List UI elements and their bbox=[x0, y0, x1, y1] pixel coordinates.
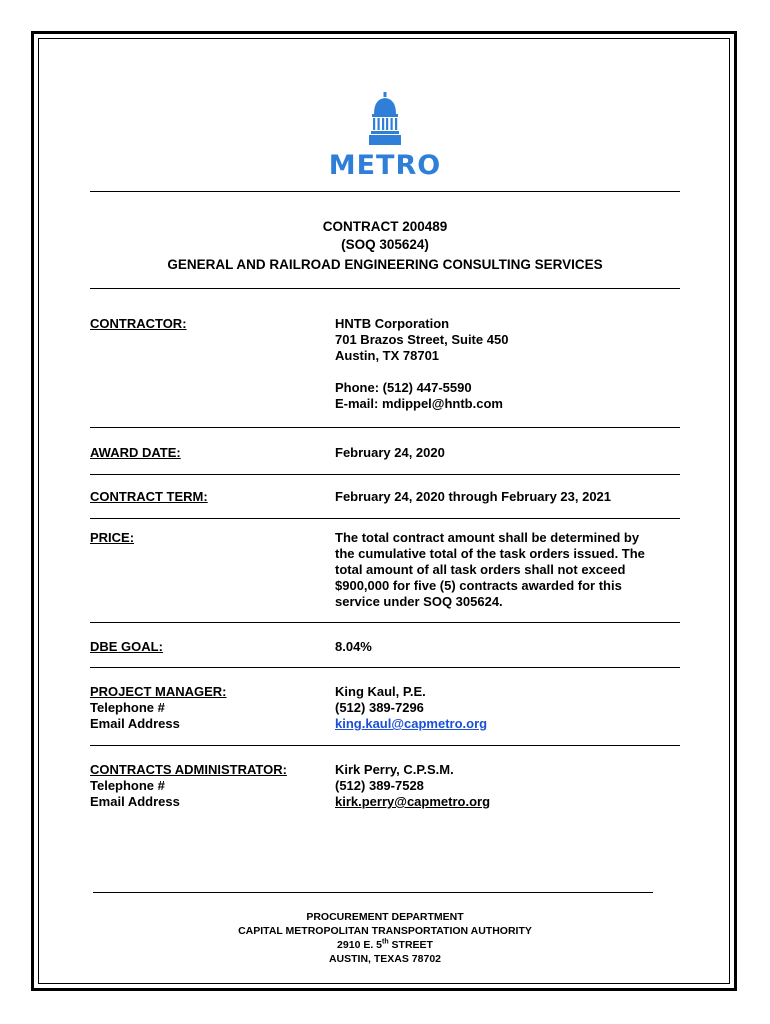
divider bbox=[90, 745, 680, 746]
pm-email-label: Email Address bbox=[90, 716, 180, 731]
metro-logo-text: METRO bbox=[328, 150, 442, 181]
contractor-email: E-mail: mdippel@hntb.com bbox=[335, 396, 503, 411]
price-line: $900,000 for five (5) contracts awarded for this bbox=[335, 578, 622, 593]
ca-email-label: Email Address bbox=[90, 794, 180, 809]
ca-telephone-label: Telephone # bbox=[90, 778, 165, 793]
contract-number: CONTRACT 200489 bbox=[322, 219, 448, 234]
divider bbox=[90, 427, 680, 428]
price-label: PRICE: bbox=[90, 530, 135, 545]
contract-term-value: February 24, 2020 through February 23, 2021 bbox=[335, 489, 612, 504]
price-row bbox=[90, 530, 680, 610]
pm-phone: (512) 389-7296 bbox=[335, 700, 424, 715]
pm-name: King Kaul, P.E. bbox=[335, 684, 426, 699]
price-line: service under SOQ 305624. bbox=[335, 594, 503, 609]
footer-divider bbox=[93, 892, 653, 893]
metro-logo bbox=[0, 92, 770, 181]
contractor-phone: Phone: (512) 447-5590 bbox=[335, 380, 472, 395]
contractor-name: HNTB Corporation bbox=[335, 316, 450, 331]
footer-street-ordinal: th bbox=[382, 938, 389, 946]
footer-department: PROCUREMENT DEPARTMENT bbox=[306, 911, 464, 923]
contract-term-label: CONTRACT TERM: bbox=[90, 489, 208, 504]
capitol-icon bbox=[368, 92, 402, 148]
contractor-address1: 701 Brazos Street, Suite 450 bbox=[335, 332, 509, 347]
award-date-label: AWARD DATE: bbox=[90, 445, 181, 460]
award-date-value: February 24, 2020 bbox=[335, 445, 445, 460]
footer-street-name: STREET bbox=[388, 939, 433, 951]
project-manager-label: PROJECT MANAGER: bbox=[90, 684, 227, 699]
footer-street-number: 2910 E. 5 bbox=[337, 939, 382, 951]
divider bbox=[90, 191, 680, 192]
footer-address bbox=[0, 910, 770, 966]
divider bbox=[90, 518, 680, 519]
contracts-admin-label: CONTRACTS ADMINISTRATOR: bbox=[90, 762, 287, 777]
contractor-row bbox=[90, 316, 680, 416]
pm-telephone-label: Telephone # bbox=[90, 700, 165, 715]
project-manager-labels bbox=[90, 684, 330, 732]
project-manager-row bbox=[90, 684, 680, 732]
award-date-row bbox=[90, 445, 680, 461]
soq-number: (SOQ 305624) bbox=[341, 237, 429, 252]
dbe-goal-value: 8.04% bbox=[335, 639, 372, 654]
contractor-details bbox=[335, 316, 680, 412]
ca-phone: (512) 389-7528 bbox=[335, 778, 424, 793]
contract-title: GENERAL AND RAILROAD ENGINEERING CONSULTING SERVICES bbox=[167, 257, 603, 272]
divider bbox=[90, 288, 680, 289]
dbe-goal-row bbox=[90, 639, 680, 655]
ca-name: Kirk Perry, C.P.S.M. bbox=[335, 762, 454, 777]
pm-email-link[interactable]: king.kaul@capmetro.org bbox=[335, 716, 488, 731]
contracts-admin-labels bbox=[90, 762, 330, 810]
footer-authority: CAPITAL METROPOLITAN TRANSPORTATION AUTHORITY bbox=[238, 925, 532, 937]
contractor-label: CONTRACTOR: bbox=[90, 316, 187, 331]
divider bbox=[90, 622, 680, 623]
contractor-address2: Austin, TX 78701 bbox=[335, 348, 440, 363]
contract-term-row bbox=[90, 489, 680, 505]
price-text bbox=[335, 530, 680, 610]
price-line: total amount of all task orders shall not exceed bbox=[335, 562, 626, 577]
contracts-admin-values bbox=[335, 762, 680, 810]
price-line: the cumulative total of the task orders issued. The bbox=[335, 546, 645, 561]
divider bbox=[90, 474, 680, 475]
price-line: The total contract amount shall be determined by bbox=[335, 530, 640, 545]
project-manager-values bbox=[335, 684, 680, 732]
ca-email-link[interactable]: kirk.perry@capmetro.org bbox=[335, 794, 491, 809]
footer-city: AUSTIN, TEXAS 78702 bbox=[328, 953, 442, 965]
divider bbox=[90, 667, 680, 668]
contracts-admin-row bbox=[90, 762, 680, 810]
dbe-goal-label: DBE GOAL: bbox=[90, 639, 163, 654]
footer-street bbox=[0, 938, 770, 952]
